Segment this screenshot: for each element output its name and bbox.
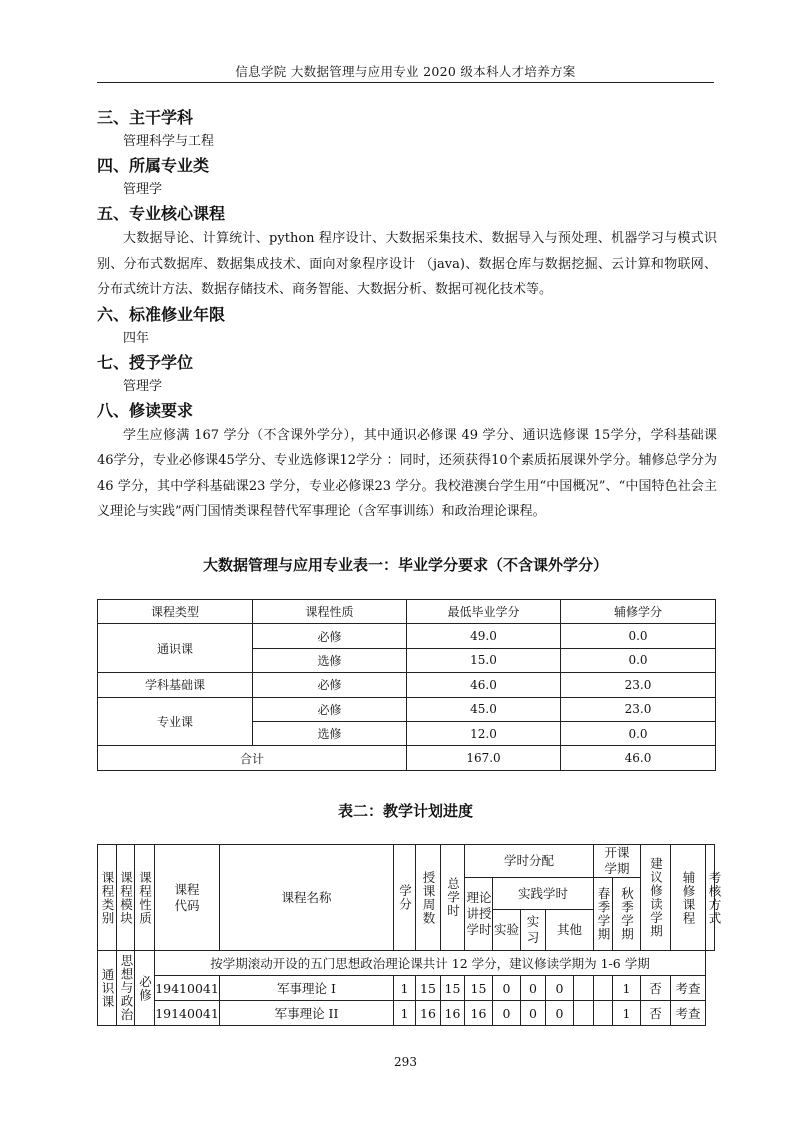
table-row (98, 1001, 715, 1026)
cell-total-min: 167.0 (407, 746, 561, 770)
h-suggest: 建议修读学期 (641, 845, 671, 951)
h-term: 开课学期 (594, 845, 641, 878)
h-minor: 辅修课程 (671, 845, 706, 951)
h-weeks: 授课周数 (416, 845, 441, 951)
cell-minor: 23.0 (561, 697, 716, 721)
page-header: 信息学院 大数据管理与应用专业 2020 级本科人才培养方案 (235, 64, 576, 79)
cell-type-xueke: 学科基础课 (98, 673, 253, 697)
cell-minor: 23.0 (561, 673, 716, 697)
cell-note: 按学期滚动开设的五门思想政治理论课共计 12 学分，建议修读学期为 1-6 学期 (155, 951, 706, 976)
cell-minor: 否 (641, 976, 671, 1001)
h-spring: 春季学期 (594, 878, 613, 951)
h-theory: 理论讲授学时 (465, 878, 493, 951)
cell-exam: 考查 (671, 976, 706, 1001)
cell-nature: 必修 (253, 697, 407, 721)
table-row (98, 673, 716, 697)
cell-minor: 0.0 (561, 648, 716, 672)
table-total-row (98, 746, 716, 770)
section-4-text: 管理学 (123, 182, 163, 197)
section-8-title: 八、修读要求 (97, 400, 194, 420)
h-alloc: 学时分配 (465, 845, 594, 878)
table-header-row (98, 600, 716, 624)
col-header-min-credits: 最低毕业学分 (407, 600, 561, 624)
section-4-title: 四、所属专业类 (97, 156, 210, 175)
header-rule (97, 82, 714, 83)
cell-minor: 否 (641, 1001, 671, 1026)
h-module: 课程模块 (117, 845, 135, 951)
h-exam: 考核方式 (706, 845, 715, 951)
table2-title: 表二：教学计划进度 (337, 802, 473, 820)
table-row (98, 697, 716, 721)
cell-nature: 选修 (253, 648, 407, 672)
cell-suggest: 1 (613, 976, 641, 1001)
h-name: 课程名称 (220, 845, 394, 951)
cell-weeks: 15 (416, 976, 441, 1001)
section-5-title: 五、专业核心课程 (97, 204, 226, 223)
h-practice: 实践学时 (493, 878, 594, 910)
cell-type-tongshi: 通识课 (98, 624, 253, 673)
h-intern: 实习 (521, 910, 546, 951)
h-autumn: 秋季学期 (613, 878, 641, 951)
cell-nature: 必修 (135, 951, 155, 1026)
cell-code: 19140041 (155, 1001, 220, 1026)
cell-credit: 1 (394, 1001, 416, 1026)
cell-code: 19410041 (155, 976, 220, 1001)
cell-category: 通识课 (98, 951, 117, 1026)
cell-name: 军事理论 II (220, 1001, 394, 1026)
cell-minor: 0.0 (561, 721, 716, 745)
cell-theory: 15 (465, 976, 493, 1001)
section-3-title: 三、主干学科 (97, 108, 194, 127)
cell-min: 15.0 (407, 648, 561, 672)
section-6-title: 六、标准修业年限 (97, 304, 226, 324)
credit-requirements-table (97, 599, 716, 771)
section-5-text: 大数据导论、计算统计、python 程序设计、大数据采集技术、数据导入与预处理、机器学习与模式识别、分布式数据库、数据集成技术、面向对象程序设计 （java)、数据仓库与数据挖掘、云计算和物联网、分布式统计方法、数据存储技术、商务智能、大数据分析、数据可视化技术等。 (97, 231, 717, 297)
cell-total: 16 (441, 1001, 465, 1026)
cell-min: 45.0 (407, 697, 561, 721)
col-header-nature: 课程性质 (253, 600, 407, 624)
h-other: 其他 (546, 910, 594, 951)
cell-intern: 0 (521, 1001, 546, 1026)
cell-exp: 0 (493, 1001, 521, 1026)
cell-exp: 0 (493, 976, 521, 1001)
cell-total-minor: 46.0 (561, 746, 716, 770)
cell-minor: 0.0 (561, 624, 716, 648)
section-8-text: 学生应修满 167 学分（不含课外学分），其中通识必修课 49 学分、通识选修课 15学分，学科基础课46学分，专业必修课45学分、专业选修课12学分 ：同时，还须获得10个素质拓展课外学分。辅修总学分为46 学分，其中学科基础课23 学分，专业必修课23 学分。我校港澳台学生用“中国概况”、“中国特色社会主义理论与实践”两门国情类课程替代军事理论（含军事训练）和政治理论课程。 (97, 427, 717, 519)
header-row-1 (98, 845, 715, 878)
cell-credit: 1 (394, 976, 416, 1001)
cell-intern: 0 (521, 976, 546, 1001)
h-code: 课程代码 (155, 845, 220, 951)
cell-min: 12.0 (407, 721, 561, 745)
h-exp: 实验 (493, 910, 521, 951)
section-6-text: 四年 (123, 330, 150, 346)
cell-autumn (594, 976, 613, 1001)
cell-theory: 16 (465, 1001, 493, 1026)
cell-autumn (594, 1001, 613, 1026)
main-content (97, 106, 717, 525)
cell-type-zhuanye: 专业课 (98, 697, 253, 746)
cell-suggest: 1 (613, 1001, 641, 1026)
cell-nature: 必修 (253, 673, 407, 697)
cell-weeks: 16 (416, 1001, 441, 1026)
h-type: 课程类别 (98, 845, 117, 951)
cell-other: 0 (546, 976, 574, 1001)
section-3-text: 管理科学与工程 (123, 134, 215, 149)
cell-exam: 考查 (671, 1001, 706, 1026)
h-nature: 课程性质 (135, 845, 155, 951)
cell-other: 0 (546, 1001, 574, 1026)
table-row (98, 624, 716, 648)
cell-spring (574, 976, 594, 1001)
cell-min: 49.0 (407, 624, 561, 648)
table-row (98, 976, 715, 1001)
teaching-plan-table (97, 844, 722, 1026)
cell-name: 军事理论 I (220, 976, 394, 1001)
h-total: 总学时 (441, 845, 465, 951)
table1-title: 大数据管理与应用专业表一：毕业学分要求（不含课外学分） (202, 556, 608, 574)
cell-total: 15 (441, 976, 465, 1001)
col-header-type: 课程类型 (98, 600, 253, 624)
page-number: 293 (394, 1055, 417, 1069)
cell-min: 46.0 (407, 673, 561, 697)
cell-spring (574, 1001, 594, 1026)
table-row (98, 951, 715, 976)
cell-total-label: 合计 (98, 746, 407, 770)
cell-module: 思想与政治 (117, 951, 135, 1026)
h-credit: 学分 (394, 845, 416, 951)
col-header-minor-credits: 辅修学分 (561, 600, 716, 624)
section-7-text: 管理学 (123, 378, 163, 394)
section-7-title: 七、授予学位 (97, 352, 194, 372)
cell-nature: 选修 (253, 721, 407, 745)
cell-nature: 必修 (253, 624, 407, 648)
